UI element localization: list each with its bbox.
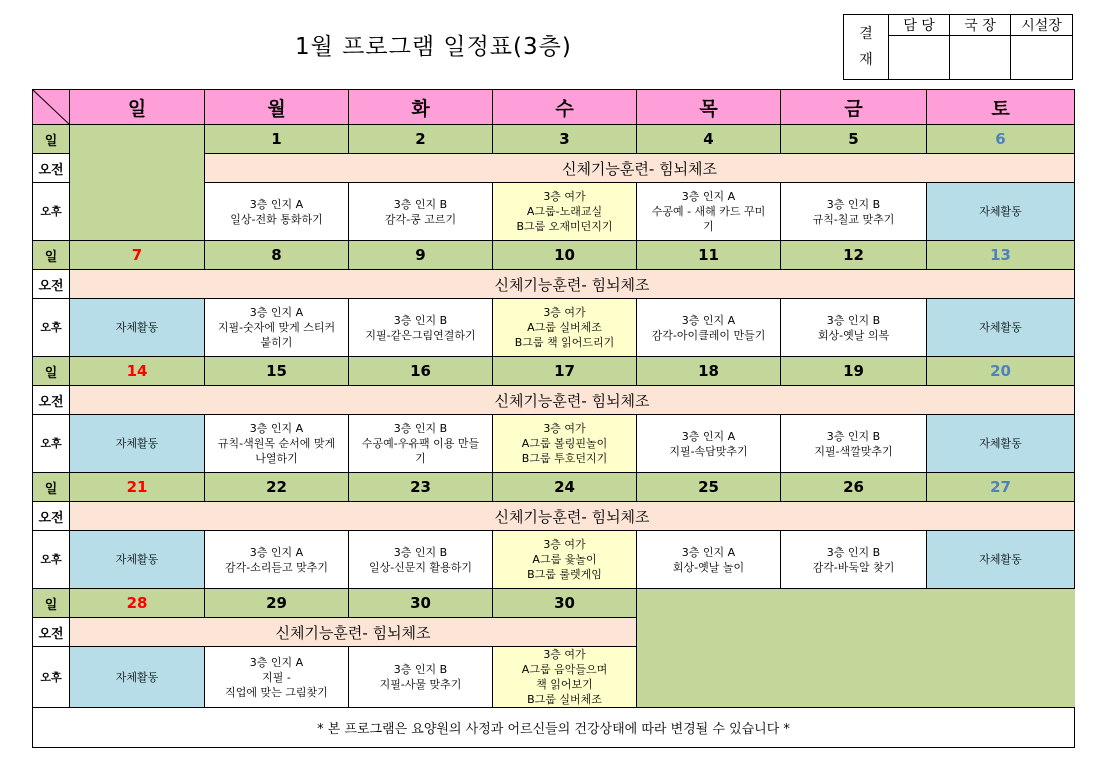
program-group-label: 3층 인지 A [249,197,304,211]
program-group-label: 3층 여가 [543,306,586,319]
date-cell: 9 [349,241,493,270]
program-group-label: 3층 인지 B [826,197,881,211]
row-label-date: 일 [33,357,70,386]
date-cell: 19 [781,357,927,386]
self-activity-cell: 자체활동 [927,299,1075,357]
cognitive-program-cell [637,299,781,357]
program-group-label: 3층 여가 [543,538,586,551]
am-program-cell: 신체기능훈련- 힘뇌체조 [70,386,1075,415]
cognitive-program-cell [781,183,927,241]
approval-sign-head[interactable] [1011,36,1073,80]
cognitive-program-cell [349,647,493,708]
date-cell: 30 [349,589,493,618]
date-cell: 26 [781,473,927,502]
program-detail: 지필-같은그림연결하기 [365,328,476,342]
row-label-am: 오전 [33,502,70,531]
week-3-am-row [33,386,1075,415]
program-group-label: 3층 여가 [543,190,586,203]
row-label-pm: 오후 [33,183,70,241]
day-header-fri: 금 [781,90,927,125]
program-group-label: 3층 여가 [543,422,586,435]
date-cell: 20 [927,357,1075,386]
program-detail: B그룹 책 읽어드리기 [514,336,615,349]
program-detail: 기 [703,220,714,233]
date-cell: 11 [637,241,781,270]
row-label-date: 일 [33,241,70,270]
program-detail: 나열하기 [255,452,298,465]
program-detail: 일상-전화 통화하기 [230,212,323,226]
program-group-label: 3층 인지 B [393,313,448,327]
am-program-cell: 신체기능훈련- 힘뇌체조 [205,154,1075,183]
leisure-program-cell [493,531,637,589]
program-detail: B그룹 투호던지기 [521,452,608,465]
approval-label-top: 결 [859,26,873,42]
cognitive-program-cell [349,531,493,589]
date-cell: 17 [493,357,637,386]
footer-note: * 본 프로그램은 요양원의 사정과 어르신들의 건강상태에 따라 변경될 수 있습니다 * [33,708,1075,748]
program-group-label: 3층 여가 [543,648,586,661]
approval-role-manager: 담 당 [889,15,950,36]
week-4-date-row [33,473,1075,502]
week-2-am-row [33,270,1075,299]
program-detail: A그룹 실버체조 [527,321,602,334]
date-cell: 12 [781,241,927,270]
day-header-thu: 목 [637,90,781,125]
self-activity-cell: 자체활동 [927,531,1075,589]
program-detail: B그룹 오재미던지기 [516,220,613,233]
cognitive-program-cell [205,415,349,473]
program-detail: 붙히기 [260,336,293,349]
program-group-label: 3층 인지 A [681,190,736,203]
cognitive-program-cell [781,415,927,473]
program-detail: B그룹 룰렛게임 [527,568,602,581]
corner-diagonal [33,90,70,125]
self-activity-cell: 자체활동 [70,531,205,589]
week-2-pm-row [33,299,1075,357]
self-activity-cell: 자체활동 [70,647,205,708]
self-activity-cell: 자체활동 [70,415,205,473]
cognitive-program-cell [205,299,349,357]
program-group-label: 3층 인지 B [393,545,448,559]
date-cell: 22 [205,473,349,502]
schedule-table [32,89,1075,748]
cognitive-program-cell [637,415,781,473]
leisure-program-cell [493,415,637,473]
cognitive-program-cell [205,531,349,589]
cognitive-program-cell [781,299,927,357]
program-detail: 규칙-칠교 맞추기 [812,212,895,226]
program-group-label: 3층 인지 B [826,545,881,559]
approval-role-director: 국 장 [950,15,1011,36]
approval-box [843,14,1073,80]
empty-day-cell [70,125,205,241]
program-group-label: 3층 인지 B [393,422,448,435]
row-label-pm: 오후 [33,647,70,708]
empty-trailing-area [637,589,1075,708]
row-label-am: 오전 [33,270,70,299]
self-activity-cell: 자체활동 [927,183,1075,241]
date-cell: 18 [637,357,781,386]
row-label-am: 오전 [33,618,70,647]
program-detail: 수공예 - 새해 카드 꾸미 [651,205,766,218]
program-group-label: 3층 인지 A [681,429,736,443]
program-detail: 감각-아이클레이 만들기 [651,328,766,342]
cognitive-program-cell [637,183,781,241]
program-detail: 감각-콩 고르기 [384,212,457,226]
program-detail: 지필-사물 맞추기 [379,678,462,691]
program-group-label: 3층 인지 B [826,429,881,443]
program-group-label: 3층 인지 B [393,663,448,676]
date-cell: 27 [927,473,1075,502]
row-label-pm: 오후 [33,299,70,357]
week-5-date-row [33,589,1075,618]
leisure-program-cell [493,299,637,357]
program-detail: 일상-신문지 활용하기 [368,560,473,574]
program-detail: A그룹 음악들으며 [521,663,608,676]
approval-label [844,15,889,80]
page-title: 1월 프로그램 일정표(3층) [295,34,572,60]
day-header-tue: 화 [349,90,493,125]
approval-sign-manager[interactable] [889,36,950,80]
program-detail: A그룹 윷놀이 [532,553,597,566]
program-group-label: 3층 인지 B [826,313,881,327]
date-cell: 14 [70,357,205,386]
day-header-sat: 토 [927,90,1075,125]
am-program-cell: 신체기능훈련- 힘뇌체조 [70,618,637,647]
cognitive-program-cell [781,531,927,589]
week-1-date-row [33,125,1075,154]
program-detail: 감각-소리듣고 맞추기 [224,560,329,574]
leisure-program-cell [493,647,637,708]
self-activity-cell: 자체활동 [927,415,1075,473]
program-detail: 직업에 맞는 그림찾기 [225,685,328,699]
program-detail: 지필-숫자에 맞게 스티커 [217,321,336,334]
row-label-pm: 오후 [33,415,70,473]
date-cell: 30 [493,589,637,618]
am-program-cell: 신체기능훈련- 힘뇌체조 [70,502,1075,531]
date-cell: 25 [637,473,781,502]
cognitive-program-cell [205,183,349,241]
date-cell: 16 [349,357,493,386]
date-cell: 24 [493,473,637,502]
program-detail: 지필-속담맞추기 [669,444,748,458]
week-2-date-row [33,241,1075,270]
date-cell: 29 [205,589,349,618]
cognitive-program-cell [205,647,349,708]
date-cell: 15 [205,357,349,386]
row-label-date: 일 [33,473,70,502]
program-detail: 책 읽어보기 [536,678,593,691]
day-header-mon: 월 [205,90,349,125]
week-4-pm-row [33,531,1075,589]
approval-sign-director[interactable] [950,36,1011,80]
cognitive-program-cell [349,299,493,357]
date-cell: 8 [205,241,349,270]
program-group-label: 3층 인지 A [249,655,304,669]
row-label-date: 일 [33,125,70,154]
date-cell: 13 [927,241,1075,270]
program-detail: B그룹 실버체조 [527,693,602,706]
date-cell: 23 [349,473,493,502]
row-label-am: 오전 [33,386,70,415]
date-cell: 3 [493,125,637,154]
program-detail: 감각-바둑알 찾기 [812,560,895,574]
approval-label-bottom: 재 [859,52,873,68]
cognitive-program-cell [349,183,493,241]
day-header-sun: 일 [70,90,205,125]
program-group-label: 3층 인지 A [249,545,304,559]
program-group-label: 3층 인지 A [249,422,304,435]
program-detail: 지필-색깔맞추기 [814,444,893,458]
program-group-label: 3층 인지 A [249,306,304,319]
day-header-row [33,90,1075,125]
program-detail: A그룹-노래교실 [526,205,603,218]
date-cell: 2 [349,125,493,154]
program-group-label: 3층 인지 A [681,545,736,559]
date-cell: 7 [70,241,205,270]
program-detail: 수공예-우유팩 이용 만들 [361,437,480,450]
week-4-am-row [33,502,1075,531]
corner-cell [33,90,70,125]
program-detail: 지필 - [262,670,291,684]
program-group-label: 3층 인지 B [393,197,448,211]
program-detail: A그룹 볼링핀놀이 [521,437,608,450]
date-cell: 4 [637,125,781,154]
program-detail: 기 [415,452,426,465]
cognitive-program-cell [349,415,493,473]
program-group-label: 3층 인지 A [681,313,736,327]
self-activity-cell: 자체활동 [70,299,205,357]
date-cell: 10 [493,241,637,270]
am-program-cell: 신체기능훈련- 힘뇌체조 [70,270,1075,299]
row-label-am: 오전 [33,154,70,183]
date-cell: 28 [70,589,205,618]
day-header-wed: 수 [493,90,637,125]
cognitive-program-cell [637,531,781,589]
date-cell: 1 [205,125,349,154]
date-cell: 21 [70,473,205,502]
date-cell: 6 [927,125,1075,154]
footer-row [33,708,1075,748]
leisure-program-cell [493,183,637,241]
program-detail: 규칙-색원목 순서에 맞게 [217,437,336,450]
row-label-date: 일 [33,589,70,618]
program-detail: 회상-옛날 의복 [817,328,890,342]
program-detail: 회상-옛날 놀이 [672,560,745,574]
week-3-date-row [33,357,1075,386]
row-label-pm: 오후 [33,531,70,589]
approval-role-head: 시설장 [1011,15,1073,36]
date-cell: 5 [781,125,927,154]
week-3-pm-row [33,415,1075,473]
